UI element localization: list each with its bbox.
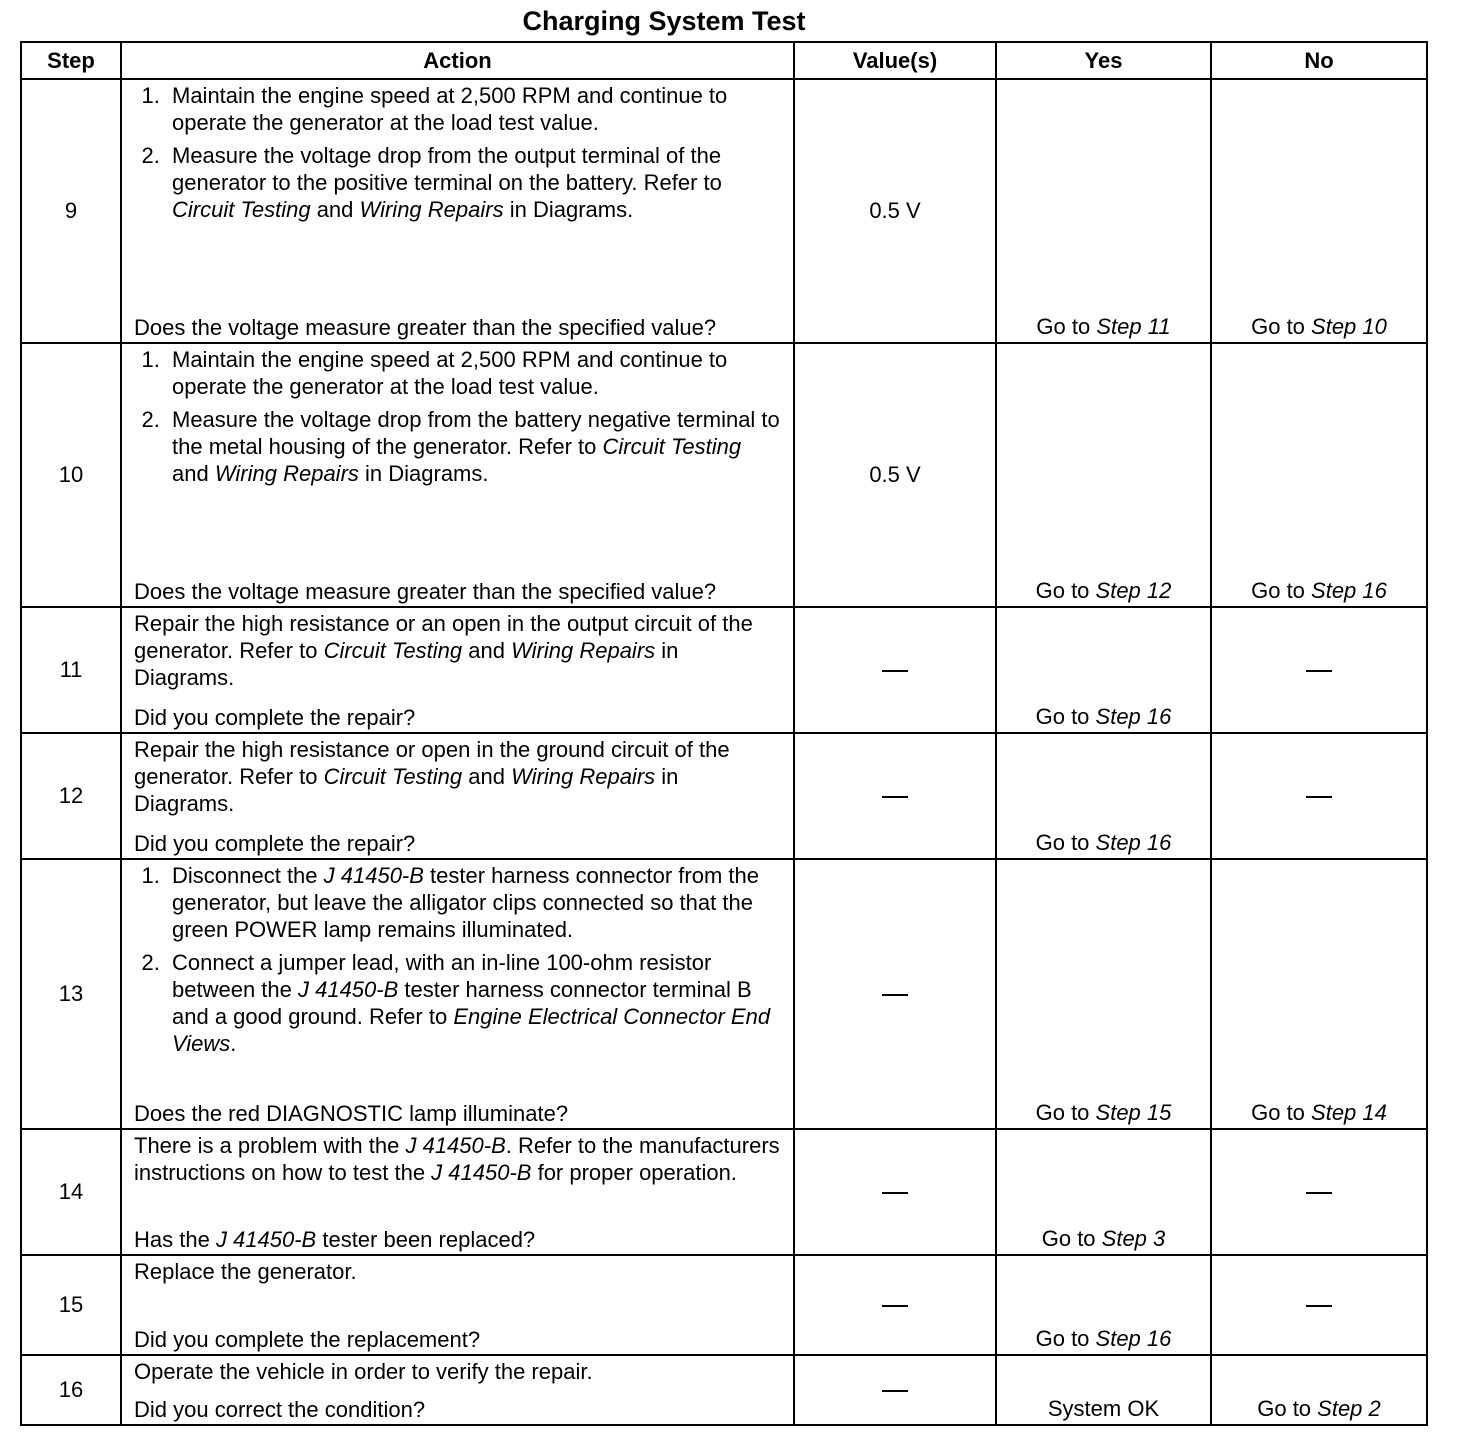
no-cell xyxy=(1211,79,1427,343)
no-cell xyxy=(1211,733,1427,859)
italic-reference: Wiring Repairs xyxy=(359,197,504,222)
no-cell xyxy=(1211,1129,1427,1255)
yes-cell xyxy=(996,607,1211,733)
table-row xyxy=(21,79,1427,343)
step-number: 11 xyxy=(21,607,121,733)
no-cell xyxy=(1211,1255,1427,1355)
yes-cell xyxy=(996,1355,1211,1425)
italic-reference: J 41450-B xyxy=(297,977,399,1002)
table-row xyxy=(21,607,1427,733)
action-content xyxy=(122,608,793,732)
italic-reference: Step 16 xyxy=(1311,578,1387,603)
yes-cell xyxy=(996,1129,1211,1255)
action-question: Has the J 41450-B tester been replaced? xyxy=(134,1227,536,1252)
step-number: 9 xyxy=(21,79,121,343)
dash-mark xyxy=(1306,1305,1332,1307)
table-row xyxy=(21,343,1427,607)
yes-cell xyxy=(996,343,1211,607)
yes-cell xyxy=(996,79,1211,343)
step-number: 10 xyxy=(21,343,121,607)
italic-reference: J 41450-B xyxy=(405,1133,506,1158)
italic-reference: Wiring Repairs xyxy=(511,638,656,663)
italic-reference: Step 10 xyxy=(1311,314,1387,339)
italic-reference: Step 15 xyxy=(1095,1100,1172,1125)
charging-system-test-table xyxy=(20,41,1428,1426)
value-cell xyxy=(794,607,996,733)
yes-goto: Go to Step 16 xyxy=(1035,704,1172,729)
step-number: 15 xyxy=(21,1255,121,1355)
value-cell xyxy=(794,1255,996,1355)
value-cell xyxy=(794,859,996,1129)
action-question: Does the red DIAGNOSTIC lamp illuminate? xyxy=(134,1101,569,1126)
dash-mark xyxy=(882,994,908,996)
table-header-row xyxy=(21,42,1427,79)
italic-reference: Step 16 xyxy=(1095,1326,1172,1351)
dash-mark xyxy=(1306,1192,1332,1194)
action-text: Replace the generator. xyxy=(134,1259,357,1284)
italic-reference: Step 2 xyxy=(1317,1396,1381,1421)
table-row xyxy=(21,1255,1427,1355)
yes-goto: System OK xyxy=(1047,1396,1160,1421)
action-steps-list xyxy=(134,82,781,229)
italic-reference: Engine Electrical Connector End Views xyxy=(172,1004,771,1056)
yes-goto: Go to Step 3 xyxy=(1041,1226,1166,1251)
dash-mark xyxy=(1306,670,1332,672)
action-cell xyxy=(121,1355,794,1425)
italic-reference: Circuit Testing xyxy=(323,764,463,789)
dash-mark xyxy=(882,1305,908,1307)
italic-reference: Step 16 xyxy=(1095,704,1172,729)
action-step-item: 1. Maintain the engine speed at 2,500 RPM and continue to operate the generator at the load test value. xyxy=(166,82,781,136)
header-step: Step xyxy=(21,42,121,79)
action-cell xyxy=(121,79,794,343)
action-content xyxy=(122,80,793,342)
action-steps-list xyxy=(134,862,781,1063)
yes-goto: Go to Step 16 xyxy=(1035,1326,1172,1351)
table-body xyxy=(21,79,1427,1425)
action-step-item: 2. Measure the voltage drop from the battery negative terminal to the metal housing of the generator. Refer to Circuit Testing and Wiring Repairs in Diagrams. xyxy=(166,406,781,487)
action-step-item: 1. Disconnect the J 41450-B tester harness connector from the generator, but leave the alligator clips connected so that the green POWER lamp remains illuminated. xyxy=(166,862,781,943)
italic-reference: J 41450-B xyxy=(323,863,424,888)
dash-mark xyxy=(882,670,908,672)
no-goto: Go to Step 16 xyxy=(1251,578,1387,603)
italic-reference: J 41450-B xyxy=(215,1227,317,1252)
action-content xyxy=(122,1356,793,1424)
italic-reference: Wiring Repairs xyxy=(214,461,359,486)
step-number: 16 xyxy=(21,1355,121,1425)
action-question: Did you complete the replacement? xyxy=(134,1327,481,1352)
value-cell: 0.5 V xyxy=(794,343,996,607)
action-text: Repair the high resistance or open in the ground circuit of the generator. Refer to Circuit Testing and Wiring Repairs in Diagrams. xyxy=(134,737,730,816)
italic-reference: J 41450-B xyxy=(431,1160,532,1185)
action-cell xyxy=(121,1255,794,1355)
no-cell xyxy=(1211,859,1427,1129)
action-text: Repair the high resistance or an open in the output circuit of the generator. Refer to Circuit Testing and Wiring Repairs in Diagrams. xyxy=(134,611,753,690)
value-cell xyxy=(794,733,996,859)
yes-goto: Go to Step 16 xyxy=(1035,830,1172,855)
italic-reference: Circuit Testing xyxy=(602,434,742,459)
no-goto: Go to Step 10 xyxy=(1251,314,1387,339)
value-cell xyxy=(794,1129,996,1255)
table-row xyxy=(21,1355,1427,1425)
action-cell xyxy=(121,733,794,859)
action-step-item: 2. Connect a jumper lead, with an in-line 100-ohm resistor between the J 41450-B tester harness connector terminal B and a good ground. Refer to Engine Electrical Connector End Views. xyxy=(166,949,781,1057)
table-row xyxy=(21,1129,1427,1255)
action-steps-list xyxy=(134,346,781,493)
header-no: No xyxy=(1211,42,1427,79)
header-action: Action xyxy=(121,42,794,79)
action-content xyxy=(122,734,793,858)
value-cell xyxy=(794,1355,996,1425)
yes-goto: Go to Step 15 xyxy=(1035,1100,1172,1125)
action-text: Operate the vehicle in order to verify the repair. xyxy=(134,1359,593,1384)
action-question: Did you correct the condition? xyxy=(134,1397,426,1422)
italic-reference: Step 14 xyxy=(1311,1100,1387,1125)
action-cell xyxy=(121,1129,794,1255)
dash-mark xyxy=(882,1390,908,1392)
dash-mark xyxy=(1306,796,1332,798)
italic-reference: Step 3 xyxy=(1101,1226,1166,1251)
italic-reference: Circuit Testing xyxy=(323,638,463,663)
dash-mark xyxy=(882,796,908,798)
value-cell: 0.5 V xyxy=(794,79,996,343)
header-yes: Yes xyxy=(996,42,1211,79)
no-goto: Go to Step 14 xyxy=(1251,1100,1387,1125)
action-question: Does the voltage measure greater than the specified value? xyxy=(134,315,717,340)
page-title: Charging System Test xyxy=(522,6,806,36)
action-step-item: 2. Measure the voltage drop from the output terminal of the generator to the positive terminal on the battery. Refer to Circuit Testing and Wiring Repairs in Diagrams. xyxy=(166,142,781,223)
action-question: Did you complete the repair? xyxy=(134,705,416,730)
no-cell xyxy=(1211,1355,1427,1425)
action-question: Does the voltage measure greater than the specified value? xyxy=(134,579,717,604)
italic-reference: Step 12 xyxy=(1095,578,1172,603)
action-question: Did you complete the repair? xyxy=(134,831,416,856)
no-cell xyxy=(1211,343,1427,607)
action-content xyxy=(122,1130,793,1254)
action-content xyxy=(122,344,793,606)
no-goto: Go to Step 2 xyxy=(1257,1396,1381,1421)
yes-cell xyxy=(996,733,1211,859)
action-content xyxy=(122,1256,793,1354)
action-cell xyxy=(121,607,794,733)
step-number: 13 xyxy=(21,859,121,1129)
yes-goto: Go to Step 12 xyxy=(1035,578,1172,603)
action-step-item: 1. Maintain the engine speed at 2,500 RPM and continue to operate the generator at the load test value. xyxy=(166,346,781,400)
table-row xyxy=(21,733,1427,859)
action-content xyxy=(122,860,793,1128)
step-number: 12 xyxy=(21,733,121,859)
step-number: 14 xyxy=(21,1129,121,1255)
italic-reference: Step 11 xyxy=(1096,314,1171,339)
header-values: Value(s) xyxy=(794,42,996,79)
yes-goto: Go to Step 11 xyxy=(1036,314,1171,339)
italic-reference: Wiring Repairs xyxy=(511,764,656,789)
action-cell xyxy=(121,343,794,607)
dash-mark xyxy=(882,1192,908,1194)
yes-cell xyxy=(996,859,1211,1129)
no-cell xyxy=(1211,607,1427,733)
action-text: There is a problem with the J 41450-B. Refer to the manufacturers instructions on how to test the J 41450-B for proper operation. xyxy=(134,1133,780,1185)
yes-cell xyxy=(996,1255,1211,1355)
table-row xyxy=(21,859,1427,1129)
action-cell xyxy=(121,859,794,1129)
italic-reference: Step 16 xyxy=(1095,830,1172,855)
italic-reference: Circuit Testing xyxy=(172,197,311,222)
